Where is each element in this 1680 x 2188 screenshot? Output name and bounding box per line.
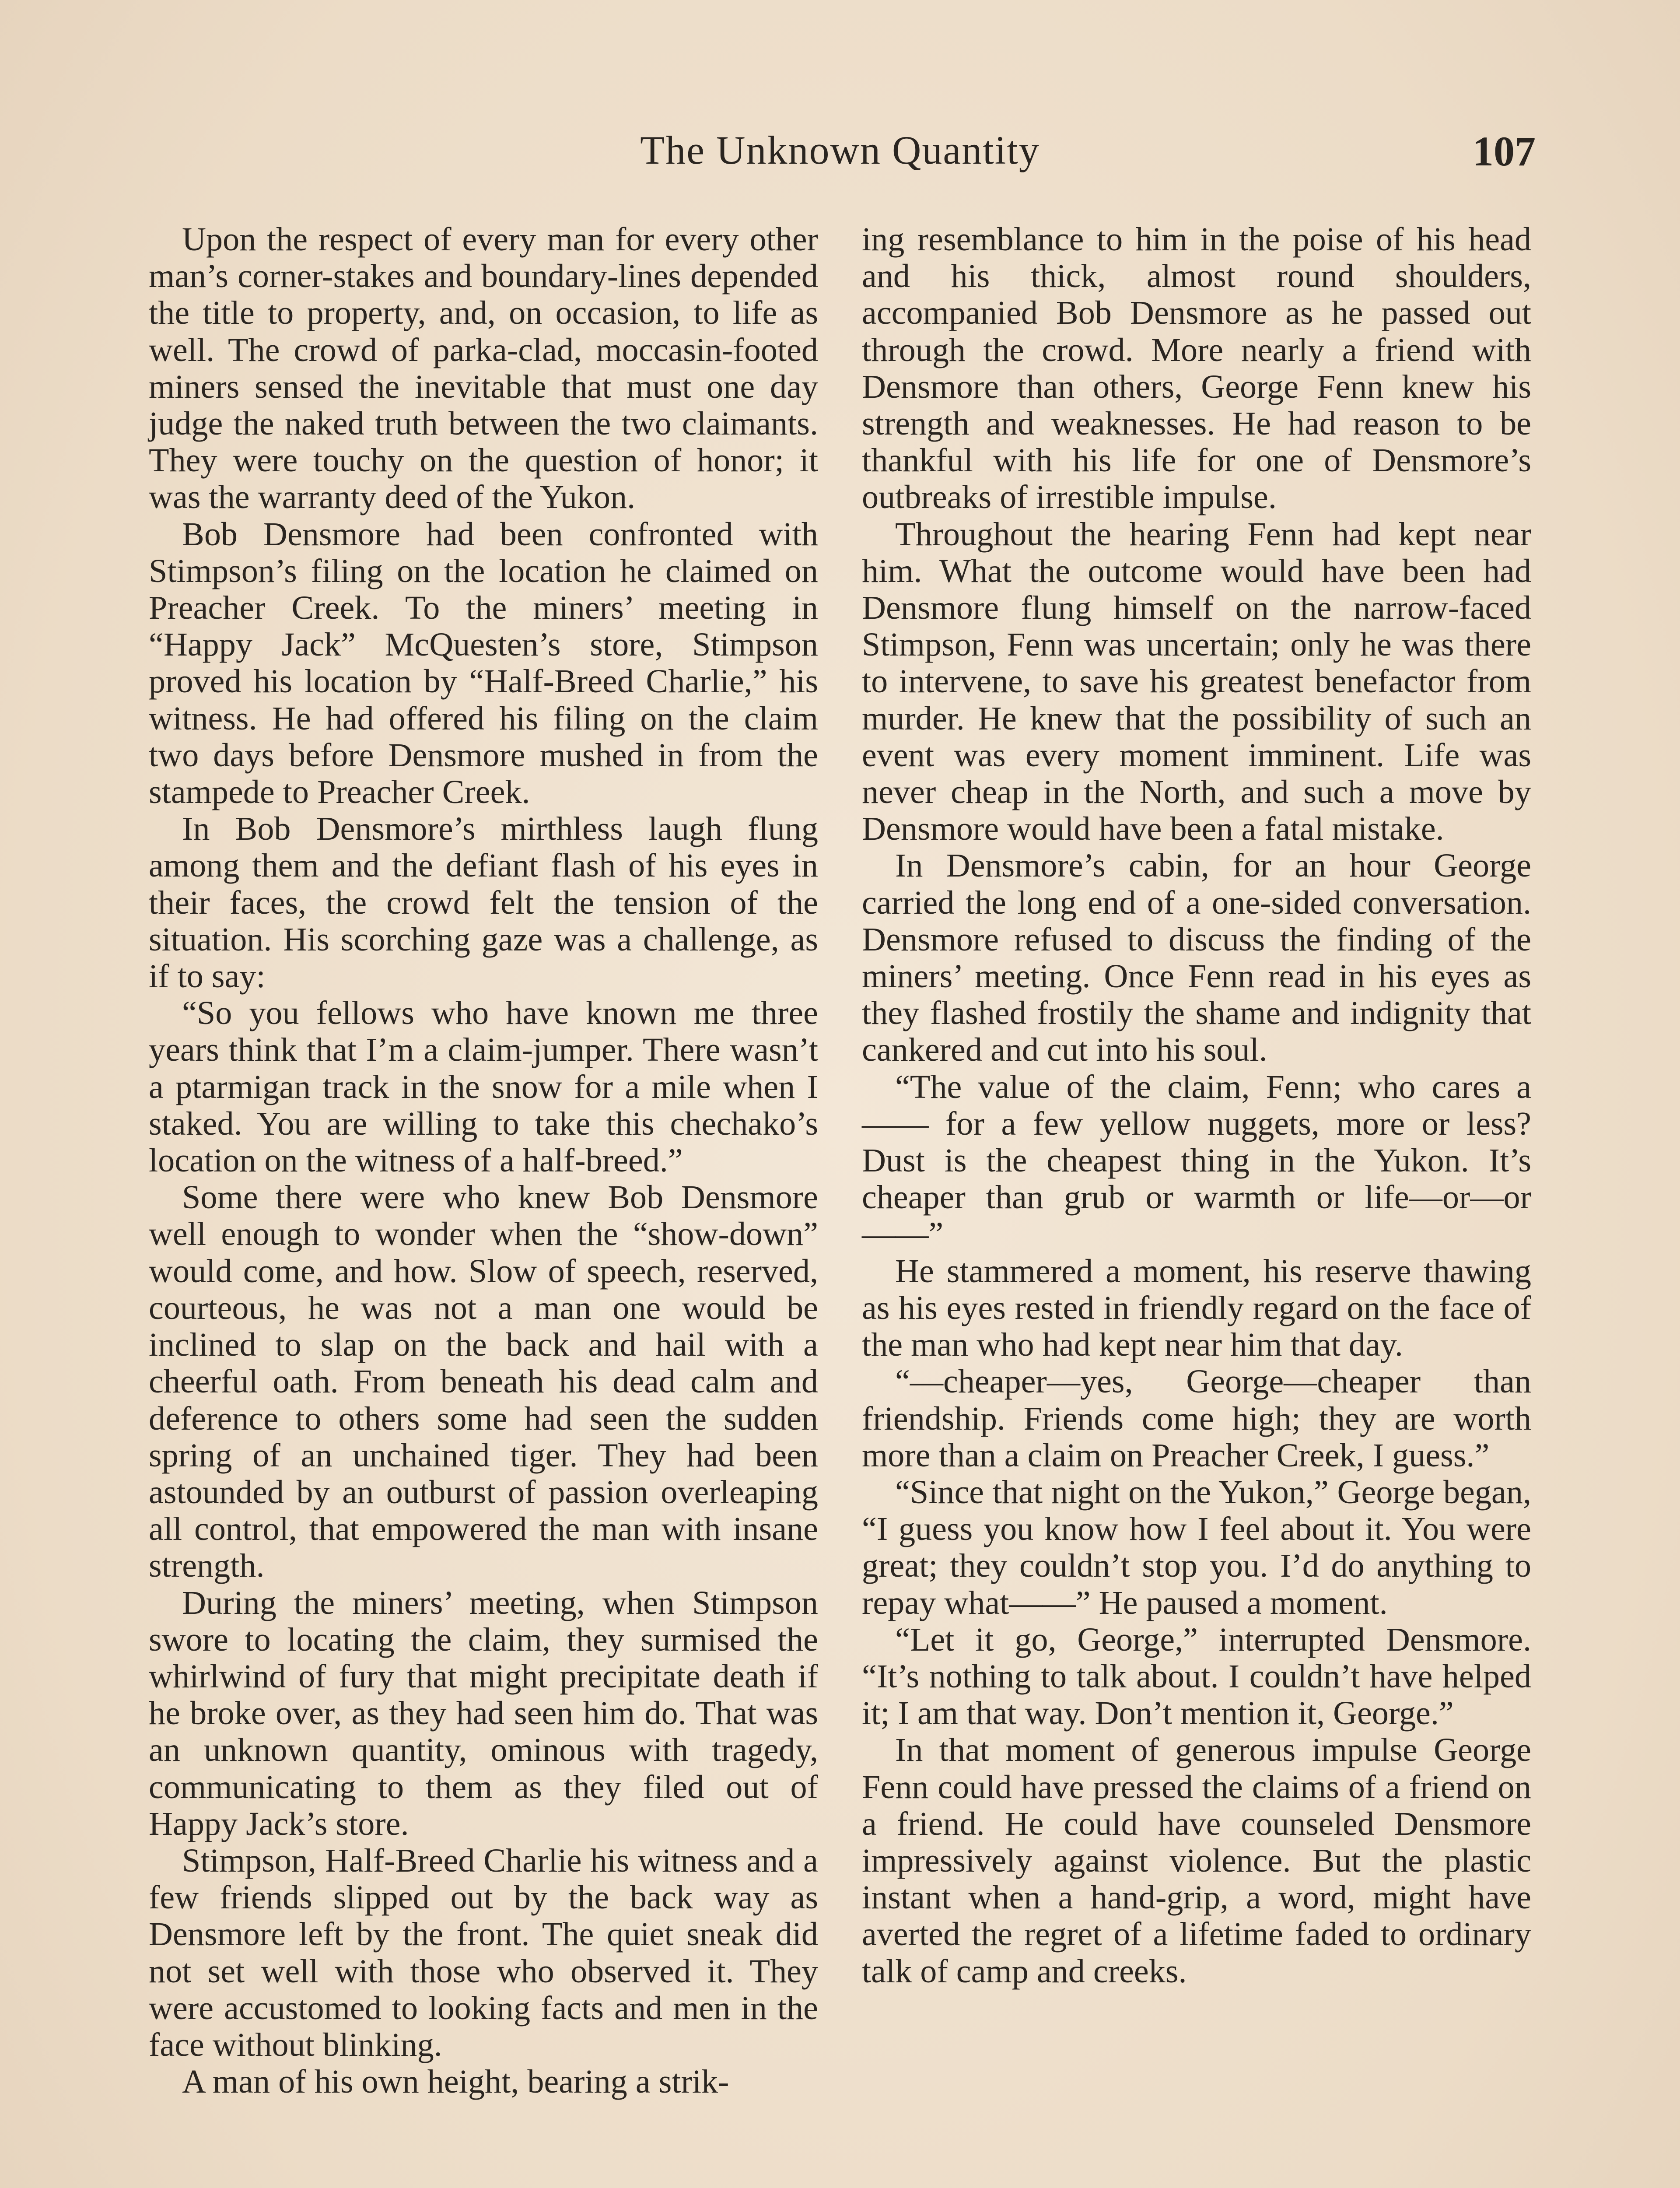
page-header	[144, 127, 1536, 188]
paragraph: Some there were who knew Bob Densmore well enough to wonder when the “show-down” would come, and how. Slow of speech, reserved, courteous, he was not a man one would be inclined to slap on the back and hail with a cheerful oath. From beneath his dead calm and deference to others some had seen the sudden spring of an unchained tiger. They had been astounded by an outburst of passion overleaping all control, that empowered the man with insane strength.	[149, 1179, 818, 1585]
running-title: The Unknown Quantity	[640, 128, 1040, 172]
paragraph: In that moment of generous impulse George Fenn could have pressed the claims of a friend on a friend. He could have counseled Densmore impressively against violence. But the plastic instant when a hand-grip, a word, might have averted the regret of a lifetime faded to ordinary talk of camp and creeks.	[862, 1732, 1531, 1990]
paragraph: Bob Densmore had been confronted with Stimpson’s filing on the location he claimed on Preacher Creek. To the miners’ meeting in “Happy Jack” McQuesten’s store, Stimpson proved his location by “Half-Breed Charlie,” his witness. He had offered his filing on the claim two days before Densmore mushed in from the stampede to Preacher Creek.	[149, 515, 818, 811]
paragraph: “The value of the claim, Fenn; who cares a —— for a few yellow nuggets, more or less? Dust is the cheapest thing in the Yukon. It’s cheaper than grub or warmth or life—or—or——”	[862, 1068, 1531, 1253]
paragraph: “—cheaper—yes, George—cheaper than friendship. Friends come high; they are worth more than a claim on Preacher Creek, I guess.”	[862, 1363, 1531, 1474]
right-column	[862, 221, 1531, 2188]
paragraph: In Bob Densmore’s mirthless laugh flung among them and the defiant flash of his eyes in their faces, the crowd felt the tension of the situation. His scorching gaze was a challenge, as if to say:	[149, 810, 818, 995]
paragraph: “Let it go, George,” interrupted Densmore. “It’s nothing to talk about. I couldn’t have helped it; I am that way. Don’t mention it, George.”	[862, 1621, 1531, 1732]
paragraph: A man of his own height, bearing a strik-	[182, 2063, 729, 2100]
left-column	[149, 221, 818, 2188]
paragraph: In Densmore’s cabin, for an hour George carried the long end of a one-sided conversation. Densmore refused to discuss the finding of the miners’ meeting. Once Fenn read in his eyes as they flashed frostily the shame and indignity that cankered and cut into his soul.	[862, 847, 1531, 1069]
paragraph: ing resemblance to him in the poise of his head and his thick, almost round shoulders, accompanied Bob Densmore as he passed out through the crowd. More nearly a friend with Densmore than others, George Fenn knew his strength and weaknesses. He had reason to be thankful with his life for one of Densmore’s outbreaks of irrestible impulse.	[862, 221, 1531, 516]
text-columns	[149, 221, 1531, 2188]
page-number: 107	[1473, 128, 1536, 175]
paragraph: Stimpson, Half-Breed Charlie his witness and a few friends slipped out by the back way as Densmore left by the front. The quiet sneak did not set well with those who observed it. They were accustomed to looking facts and men in the face without blinking.	[149, 1842, 818, 2063]
paragraph: “Since that night on the Yukon,” George began, “I guess you know how I feel about it. You were great; they couldn’t stop you. I’d do anything to repay what——” He paused a moment.	[862, 1473, 1531, 1621]
paragraph: “So you fellows who have known me three years think that I’m a claim-jumper. There wasn’t a ptarmigan track in the snow for a mile when I staked. You are willing to take this chechako’s location on the witness of a half-breed.”	[149, 995, 818, 1179]
paragraph: Throughout the hearing Fenn had kept near him. What the outcome would have been had Densmore flung himself on the narrow-faced Stimpson, Fenn was uncertain; only he was there to intervene, to save his greatest benefactor from murder. He knew that the possibility of such an event was every moment imminent. Life was never cheap in the North, and such a move by Densmore would have been a fatal mistake.	[862, 515, 1531, 848]
paragraph: Upon the respect of every man for every other man’s corner-stakes and boundary-lines depended the title to property, and, on occasion, to life as well. The crowd of parka-clad, moccasin-footed miners sensed the inevitable that must one day judge the naked truth between the two claimants. They were touchy on the question of honor; it was the warranty deed of the Yukon.	[149, 221, 818, 516]
paragraph: He stammered a moment, his reserve thawing as his eyes rested in friendly regard on the face of the man who had kept near him that day.	[862, 1252, 1531, 1364]
paragraph: During the miners’ meeting, when Stimpson swore to locating the claim, they surmised the whirlwind of fury that might precipitate death if he broke over, as they had seen him do. That was an unknown quantity, ominous with tragedy, communicating to them as they filed out of Happy Jack’s store.	[149, 1584, 818, 1842]
